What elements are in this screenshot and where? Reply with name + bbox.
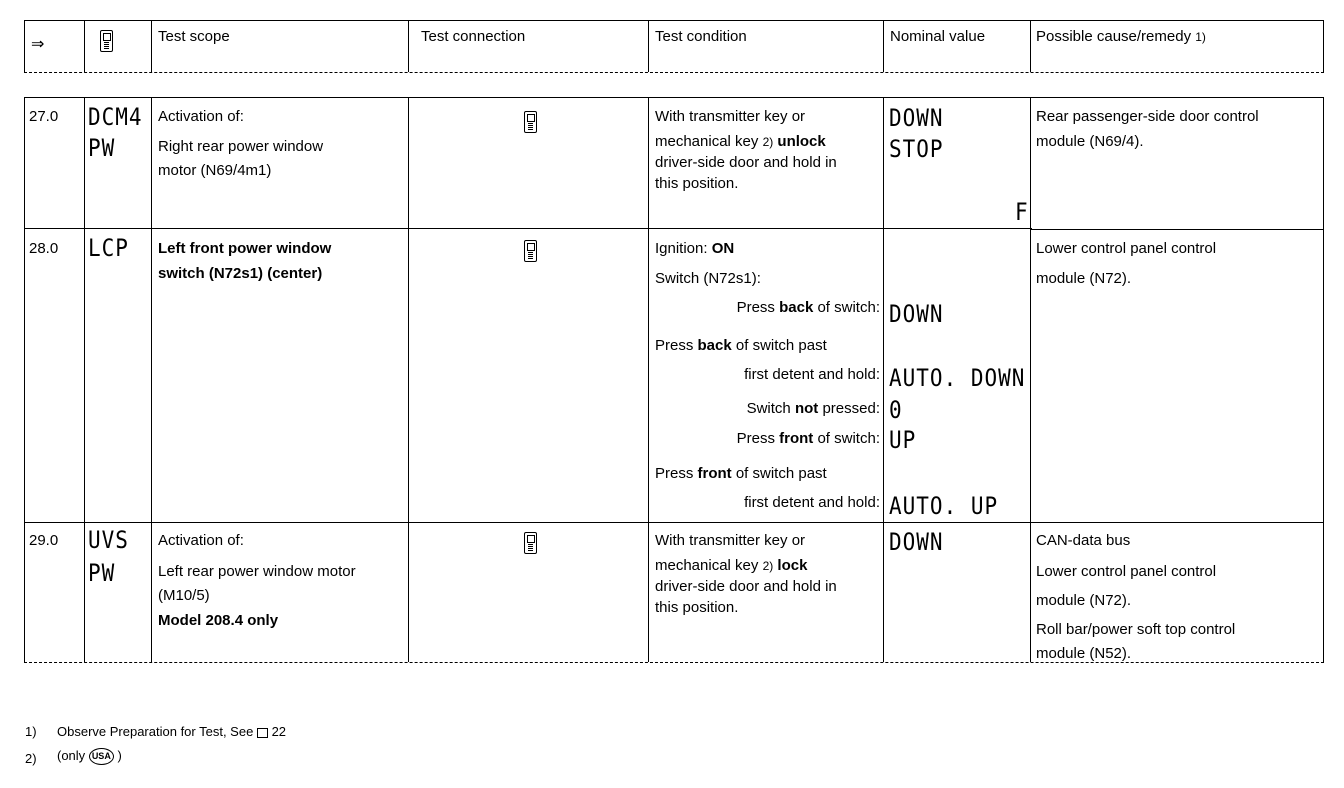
divider <box>408 97 409 662</box>
page-reference-icon <box>257 728 268 738</box>
condition-fragment: Press <box>736 430 775 447</box>
divider <box>883 20 884 72</box>
cause-text: module (N72). <box>1036 270 1132 287</box>
usa-badge-icon: USA <box>89 748 114 765</box>
header-test-scope: Test scope <box>158 28 230 45</box>
condition-text: With transmitter key or <box>655 108 806 125</box>
condition-keyword: ON <box>711 240 735 257</box>
condition-text <box>655 465 827 482</box>
table-bottom-border <box>24 662 1324 663</box>
scope-text: Right rear power window <box>158 138 324 155</box>
footnote-ref: 2) <box>762 559 774 573</box>
display-code: LCP <box>88 234 129 262</box>
footnote-number: 2) <box>25 751 37 766</box>
footnote-page-ref: 22 <box>271 724 287 739</box>
arrow-icon: ⇒ <box>31 36 45 53</box>
nominal-value: UP <box>889 426 917 454</box>
cause-text: module (N72). <box>1036 592 1132 609</box>
condition-fragment: of switch past <box>735 465 827 482</box>
condition-fragment: of switch past <box>735 337 827 354</box>
footnote-ref: 2) <box>762 135 774 149</box>
scope-text: switch (N72s1) (center) <box>158 265 323 282</box>
divider <box>1323 20 1324 72</box>
condition-fragment: Press <box>655 337 694 354</box>
row-divider <box>1030 229 1324 230</box>
nominal-value: AUTO. DOWN <box>889 364 1026 392</box>
scope-text: Activation of: <box>158 532 244 549</box>
header-bottom-border <box>24 72 1324 73</box>
condition-fragment: Press <box>655 465 694 482</box>
condition-text: driver-side door and hold in <box>655 578 837 595</box>
condition-fragment: pressed: <box>822 400 880 417</box>
cause-text: Lower control panel control <box>1036 563 1217 580</box>
condition-keyword: front <box>779 430 814 447</box>
footnote-fragment: ) <box>117 748 122 763</box>
condition-fragment: of switch: <box>817 430 880 447</box>
header-test-connection: Test connection <box>421 28 526 45</box>
condition-text <box>747 400 880 417</box>
divider <box>1030 97 1031 662</box>
divider <box>648 20 649 72</box>
condition-text: this position. <box>655 599 739 616</box>
divider <box>151 20 152 72</box>
divider <box>883 97 884 662</box>
row-divider <box>24 522 1324 523</box>
cause-text: module (N69/4). <box>1036 133 1144 150</box>
header-possible-cause-label: Possible cause/remedy <box>1036 28 1192 45</box>
scope-text: (M10/5) <box>158 587 210 604</box>
footnote-text <box>57 724 286 739</box>
scope-text: Activation of: <box>158 108 244 125</box>
divider <box>84 20 85 72</box>
condition-text: first detent and hold: <box>744 366 880 383</box>
condition-fragment: Press <box>736 299 775 316</box>
display-code: UVS <box>88 526 129 554</box>
display-code: DCM4 <box>88 103 143 131</box>
divider <box>648 97 649 662</box>
condition-fragment: of switch: <box>817 299 880 316</box>
header-possible-cause <box>1036 28 1206 45</box>
step-number: 29.0 <box>29 532 59 549</box>
condition-fragment: Ignition: <box>655 240 708 257</box>
footnote-text <box>57 748 122 765</box>
cause-text: CAN-data bus <box>1036 532 1131 549</box>
step-number: 27.0 <box>29 108 59 125</box>
nominal-value: STOP <box>889 135 944 163</box>
condition-text: driver-side door and hold in <box>655 154 837 171</box>
condition-text <box>655 337 827 354</box>
condition-keyword: lock <box>777 557 808 574</box>
tester-icon <box>524 111 537 133</box>
condition-text: first detent and hold: <box>744 494 880 511</box>
step-number: 28.0 <box>29 240 59 257</box>
nominal-value: DOWN <box>889 528 944 556</box>
condition-text: this position. <box>655 175 739 192</box>
nominal-value: DOWN <box>889 300 944 328</box>
scope-text: Left front power window <box>158 240 332 257</box>
divider <box>24 97 25 662</box>
footnote-ref: 1) <box>1195 30 1206 44</box>
corner-mark: F <box>1015 198 1029 226</box>
condition-keyword: not <box>794 400 819 417</box>
divider <box>24 20 25 72</box>
condition-keyword: back <box>779 299 814 316</box>
cause-text: Roll bar/power soft top control <box>1036 621 1236 638</box>
condition-text <box>655 133 826 150</box>
condition-keyword: back <box>697 337 732 354</box>
scope-text: Left rear power window motor <box>158 563 356 580</box>
table-top-border <box>24 97 1324 98</box>
divider <box>1030 20 1031 72</box>
condition-text <box>737 430 880 447</box>
condition-text: With transmitter key or <box>655 532 806 549</box>
scope-model-note: Model 208.4 only <box>158 612 279 629</box>
condition-text: Switch (N72s1): <box>655 270 761 287</box>
divider <box>151 97 152 662</box>
header-test-condition: Test condition <box>655 28 747 45</box>
nominal-value: AUTO. UP <box>889 492 999 520</box>
tester-icon <box>524 240 537 262</box>
scope-text: motor (N69/4m1) <box>158 162 272 179</box>
condition-keyword: front <box>697 465 732 482</box>
header-nominal-value: Nominal value <box>890 28 986 45</box>
header-top-border <box>24 20 1324 21</box>
condition-keyword: unlock <box>777 133 826 150</box>
nominal-value: 0 <box>889 396 903 424</box>
footnote-fragment: (only <box>57 748 86 763</box>
footnote-number: 1) <box>25 724 37 739</box>
divider <box>408 20 409 72</box>
tester-icon <box>100 30 113 52</box>
condition-fragment: Switch <box>746 400 791 417</box>
condition-text <box>737 299 880 316</box>
condition-text <box>655 240 734 257</box>
cause-text: Rear passenger-side door control <box>1036 108 1259 125</box>
condition-fragment: mechanical key <box>655 133 759 150</box>
display-code: PW <box>88 134 116 162</box>
condition-fragment: mechanical key <box>655 557 759 574</box>
condition-text <box>655 557 807 574</box>
nominal-value: DOWN <box>889 104 944 132</box>
tester-icon <box>524 532 537 554</box>
display-code: PW <box>88 559 116 587</box>
row-divider <box>24 228 1032 229</box>
divider <box>84 97 85 662</box>
cause-text: module (N52). <box>1036 645 1132 662</box>
footnote-fragment: Observe Preparation for Test, See <box>57 724 254 739</box>
divider <box>1323 97 1324 662</box>
cause-text: Lower control panel control <box>1036 240 1217 257</box>
